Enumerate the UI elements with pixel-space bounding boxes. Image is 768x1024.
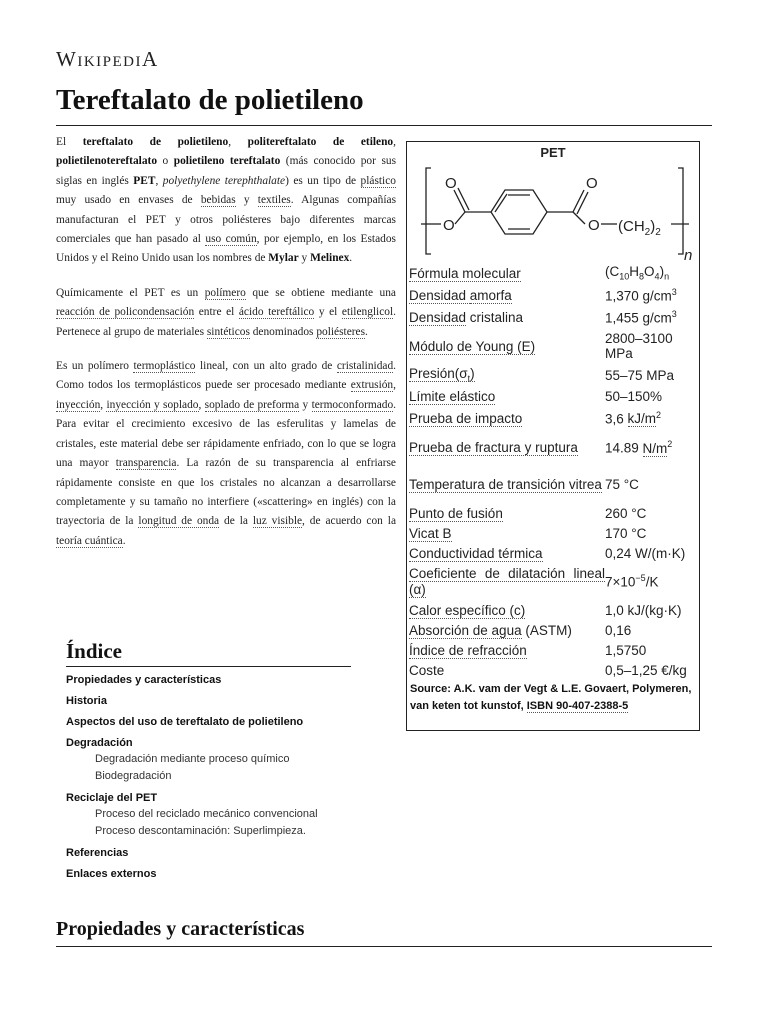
toc-item-reciclaje[interactable]: Reciclaje del PET: [66, 792, 158, 804]
title-divider: [56, 125, 712, 126]
link-isbn[interactable]: ISBN 90-407-2388-5: [526, 700, 629, 712]
link-densidad[interactable]: Densidad: [409, 287, 470, 303]
toc-item-referencias[interactable]: Referencias: [66, 847, 129, 859]
infobox-row: [409, 429, 699, 466]
wordmark-text: Wikipedi: [56, 47, 142, 71]
link-limite-elastico[interactable]: Límite elástico: [409, 389, 496, 404]
infobox-row: [409, 600, 699, 620]
toc-item-historia[interactable]: Historia: [66, 695, 107, 707]
infobox-row: [409, 563, 699, 600]
link-n-m2[interactable]: N/m: [642, 440, 668, 456]
link-teoria-cuantica[interactable]: teoría cuántica: [56, 534, 123, 547]
formula-value: $(C_{10}H_8O_4)_n$: [605, 264, 670, 282]
link-conductividad-termica[interactable]: Conductividad térmica: [409, 545, 543, 561]
ch2-group: $(CH_2)_2$: [618, 218, 661, 238]
link-coeficiente-dilatacion[interactable]: Coeficiente de dilatación lineal (α): [409, 565, 605, 597]
wikipedia-wordmark[interactable]: [56, 47, 159, 72]
toc-subitem-superlimpieza[interactable]: Proceso descontaminación: Superlimpieza.: [95, 825, 306, 837]
punto-fusion-value: 260 °C: [605, 505, 647, 521]
oxygen-ester: O: [588, 217, 600, 234]
infobox-row: [409, 386, 699, 407]
table-of-contents: [66, 636, 351, 882]
infobox-row: [409, 640, 699, 660]
toc-subitem-reciclado-mecanico[interactable]: Proceso del reciclado mecánico convencional: [95, 808, 318, 820]
densidad-cristalina-value: 1,455 $g/cm^3$: [605, 308, 677, 326]
toc-divider: [66, 666, 351, 667]
link-modulo-young[interactable]: Módulo de Young (E): [409, 338, 536, 354]
infobox-row: [409, 660, 699, 680]
link-densidad-2[interactable]: Densidad: [409, 309, 467, 325]
indice-refraccion-value: 1,5750: [605, 642, 647, 658]
toc-item-aspectos-uso[interactable]: Aspectos del uso de tereftalato de polietileno: [66, 716, 304, 728]
vicat-value: 170 °C: [605, 525, 647, 541]
link-presion[interactable]: $Presión(\sigma_t)$: [409, 366, 475, 384]
link-poliesteres[interactable]: poliésteres: [316, 325, 366, 338]
link-amorfa[interactable]: amorfa: [469, 287, 512, 303]
link-prueba-impacto[interactable]: Prueba de impacto: [409, 410, 523, 426]
link-reaccion-policondensacion[interactable]: reacción de policondensación: [56, 306, 195, 319]
pet-structure-diagram: [407, 162, 699, 262]
modulo-young-value: 2800–3100 MPa: [605, 331, 673, 361]
toc-item-enlaces-externos[interactable]: Enlaces externos: [66, 868, 157, 880]
oxygen-top-right: O: [586, 175, 598, 192]
infobox-row: [409, 328, 699, 364]
link-inyeccion[interactable]: inyección: [56, 398, 101, 411]
infobox-source: Source: A.K. vam der Vegt & L.E. Govaert, Polymeren, van keten tot kunstof, ISBN 90-407-2388-5: [410, 683, 692, 712]
infobox-row: [409, 284, 699, 306]
absorcion-agua-value: 0,16: [605, 622, 632, 638]
link-etilenglicol[interactable]: etilenglicol: [341, 306, 394, 319]
intro-paragraph-2: Químicamente el PET es un polímero que se obtiene mediante una reacción de policondensación entre el ácido tereftálico y el etilenglicol. Pertenece al grupo de materiales sintéticos denominados poliésteres.: [56, 286, 396, 338]
infobox-row: [409, 543, 699, 563]
section-heading-propiedades: Propiedades y características: [56, 918, 305, 940]
link-punto-fusion[interactable]: Punto de fusión: [409, 505, 503, 521]
link-sinteticos[interactable]: sintéticos: [206, 325, 250, 338]
prueba-impacto-value: 3,6 $kJ/m^2$: [605, 409, 662, 427]
link-uso-comun[interactable]: uso común: [205, 233, 257, 246]
link-kj-m2[interactable]: kJ/m: [627, 411, 657, 427]
link-soplado-preforma[interactable]: soplado de preforma: [204, 398, 300, 411]
toc-item-degradacion[interactable]: Degradación: [66, 737, 133, 749]
link-luz-visible[interactable]: luz visible: [252, 515, 303, 528]
infobox-row: Absorción de agua (ASTM) 0,16: [409, 620, 699, 640]
link-plastico[interactable]: plástico: [360, 174, 396, 187]
conductividad-value: 0,24 W/(m·K): [605, 545, 686, 561]
article-body: [56, 133, 396, 566]
dilatacion-value: $7\times 10^{-5}/K$: [605, 573, 659, 590]
densidad-amorfa-value: 1,370 $g/cm^3$: [605, 286, 677, 304]
prueba-fractura-value: 14.89 $N/m^2$: [605, 439, 673, 456]
infobox-caption: PET: [540, 145, 566, 160]
link-temperatura-transicion[interactable]: Temperatura de transición vitrea: [409, 476, 602, 492]
link-calor-especifico[interactable]: Calor específico (c): [409, 602, 526, 618]
intro-paragraph-1: El tereftalato de polietileno, politereftalato de etileno, polietilenotereftalato o polietileno tereftalato (más conocido por sus siglas en inglés PET, polyethylene terephthalate) es un tipo de plástico muy usado en envases de bebidas y textiles. Algunas compañías manufacturan el PET y otros poliésteres bajo diferentes marcas comerciales que han pasado al uso común, por ejemplo, en los Estados Unidos y el Reino Unido usan los nombres de Mylar y Melinex.: [56, 136, 397, 265]
link-cristalinidad[interactable]: cristalinidad: [336, 360, 394, 373]
toc-subitem-biodegradacion[interactable]: Biodegradación: [95, 770, 172, 782]
link-absorcion-agua[interactable]: Absorción de agua: [409, 622, 522, 638]
oxygen-bottom-left: O: [443, 217, 455, 234]
repeat-unit-n: n: [684, 247, 693, 262]
infobox-row: Densidad cristalina 1,455 $g/cm^3$: [409, 306, 699, 328]
link-textiles[interactable]: textiles: [257, 194, 291, 207]
link-termoplastico[interactable]: termoplástico: [133, 360, 196, 373]
link-bebidas[interactable]: bebidas: [200, 194, 236, 207]
link-extrusion[interactable]: extrusión: [350, 379, 394, 392]
infobox-row: [409, 262, 699, 284]
link-transparencia[interactable]: transparencia: [115, 457, 177, 470]
limite-elastico-value: 50–150%: [605, 389, 663, 404]
section-divider: [56, 946, 712, 947]
infobox-row: [409, 364, 699, 386]
link-vicat-b[interactable]: Vicat B: [409, 525, 452, 541]
oxygen-top-left: O: [445, 175, 457, 192]
coste-label: Coste: [409, 662, 445, 678]
temperatura-transicion-value: 75 °C: [605, 477, 639, 492]
link-longitud-onda[interactable]: longitud de onda: [138, 515, 220, 528]
page-title: Tereftalato de polietileno: [56, 84, 364, 116]
link-termoconformado[interactable]: termoconformado: [311, 398, 394, 411]
infobox-row: [409, 503, 699, 523]
link-formula-molecular[interactable]: Fórmula molecular: [409, 265, 521, 281]
infobox-row: [409, 466, 699, 503]
presion-value: 55–75 MPa: [605, 367, 675, 383]
link-prueba-fractura[interactable]: Prueba de fractura y ruptura: [409, 439, 578, 455]
calor-especifico-value: 1,0 kJ/(kg·K): [605, 602, 682, 618]
wordmark-last-letter: A: [141, 47, 159, 71]
infobox-row: [409, 407, 699, 429]
infobox-row: [409, 523, 699, 543]
coste-value: 0,5–1,25 €/kg: [605, 662, 687, 678]
link-acido-tereftalico[interactable]: ácido tereftálico: [238, 306, 315, 319]
link-inyeccion-soplado[interactable]: inyección y soplado: [106, 398, 199, 411]
link-polimero[interactable]: polímero: [204, 286, 246, 299]
toc-item-propiedades[interactable]: Propiedades y características: [66, 674, 222, 686]
link-indice-refraccion[interactable]: Índice de refracción: [409, 642, 527, 658]
toc-title: Índice: [66, 639, 123, 663]
infobox: [406, 141, 700, 731]
toc-subitem-degradacion-quimica[interactable]: Degradación mediante proceso químico: [95, 753, 290, 765]
infobox-properties-table: [409, 262, 699, 680]
intro-paragraph-3: Es un polímero termoplástico lineal, con un alto grado de cristalinidad. Como todos los termoplásticos puede ser procesado mediante extrusión, inyección, inyección y soplado, soplado de preforma y termoconformado. Para evitar el crecimiento excesivo de las esferulitas y lamelas de cristales, este material debe ser rápidamente enfriado, con lo que se logra una mayor transparencia. La razón de su transparencia al enfriarse rápidamente consiste en que los cristales no alcanzan a desarrollarse completamente y su tamaño no interfiere («scattering» en inglés) con la trayectoria de la longitud de onda de la luz visible, de acuerdo con la teoría cuántica.: [56, 360, 397, 547]
